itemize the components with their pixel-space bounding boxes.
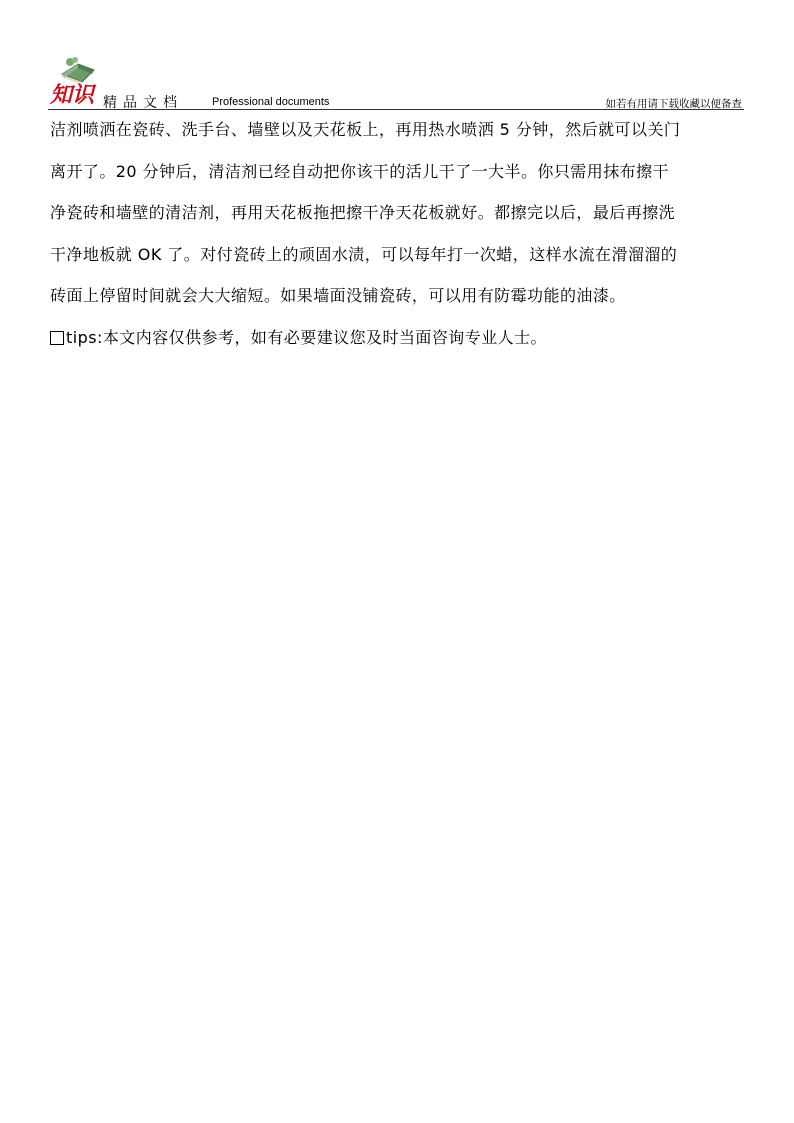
- book-logo-icon: [48, 54, 104, 108]
- header-subtitle: Professional documents: [212, 96, 330, 108]
- document-body: [50, 120, 766, 348]
- checkbox-icon: [50, 331, 64, 345]
- header-note: 如若有用请下载收藏以便备查: [605, 98, 742, 110]
- tips-line: [50, 328, 766, 348]
- body-line-4: 干净地板就 OK 了。对付瓷砖上的顽固水渍，可以每年打一次蜡，这样水流在滑溜溜的: [50, 244, 678, 264]
- body-line-2: 离开了。20 分钟后，清洁剂已经自动把你该干的活儿干了一大半。你只需用抹布擦干: [50, 161, 669, 181]
- header-divider: [48, 109, 744, 110]
- body-line-1: 洁剂喷洒在瓷砖、洗手台、墙壁以及天花板上，再用热水喷洒 5 分钟，然后就可以关门: [50, 120, 681, 139]
- tips-text: tips:本文内容仅供参考，如有必要建议您及时当面咨询专业人士。: [66, 327, 548, 347]
- body-line-3: 净瓷砖和墙壁的清洁剂，再用天花板拖把擦干净天花板就好。都擦完以后，最后再擦洗: [50, 203, 676, 222]
- header-title: 精品文档: [103, 95, 183, 111]
- svg-text:知识: 知识: [50, 82, 95, 108]
- body-line-5: 砖面上停留时间就会大大缩短。如果墙面没铺瓷砖，可以用有防霉功能的油漆。: [50, 286, 626, 305]
- page-header: [48, 54, 744, 110]
